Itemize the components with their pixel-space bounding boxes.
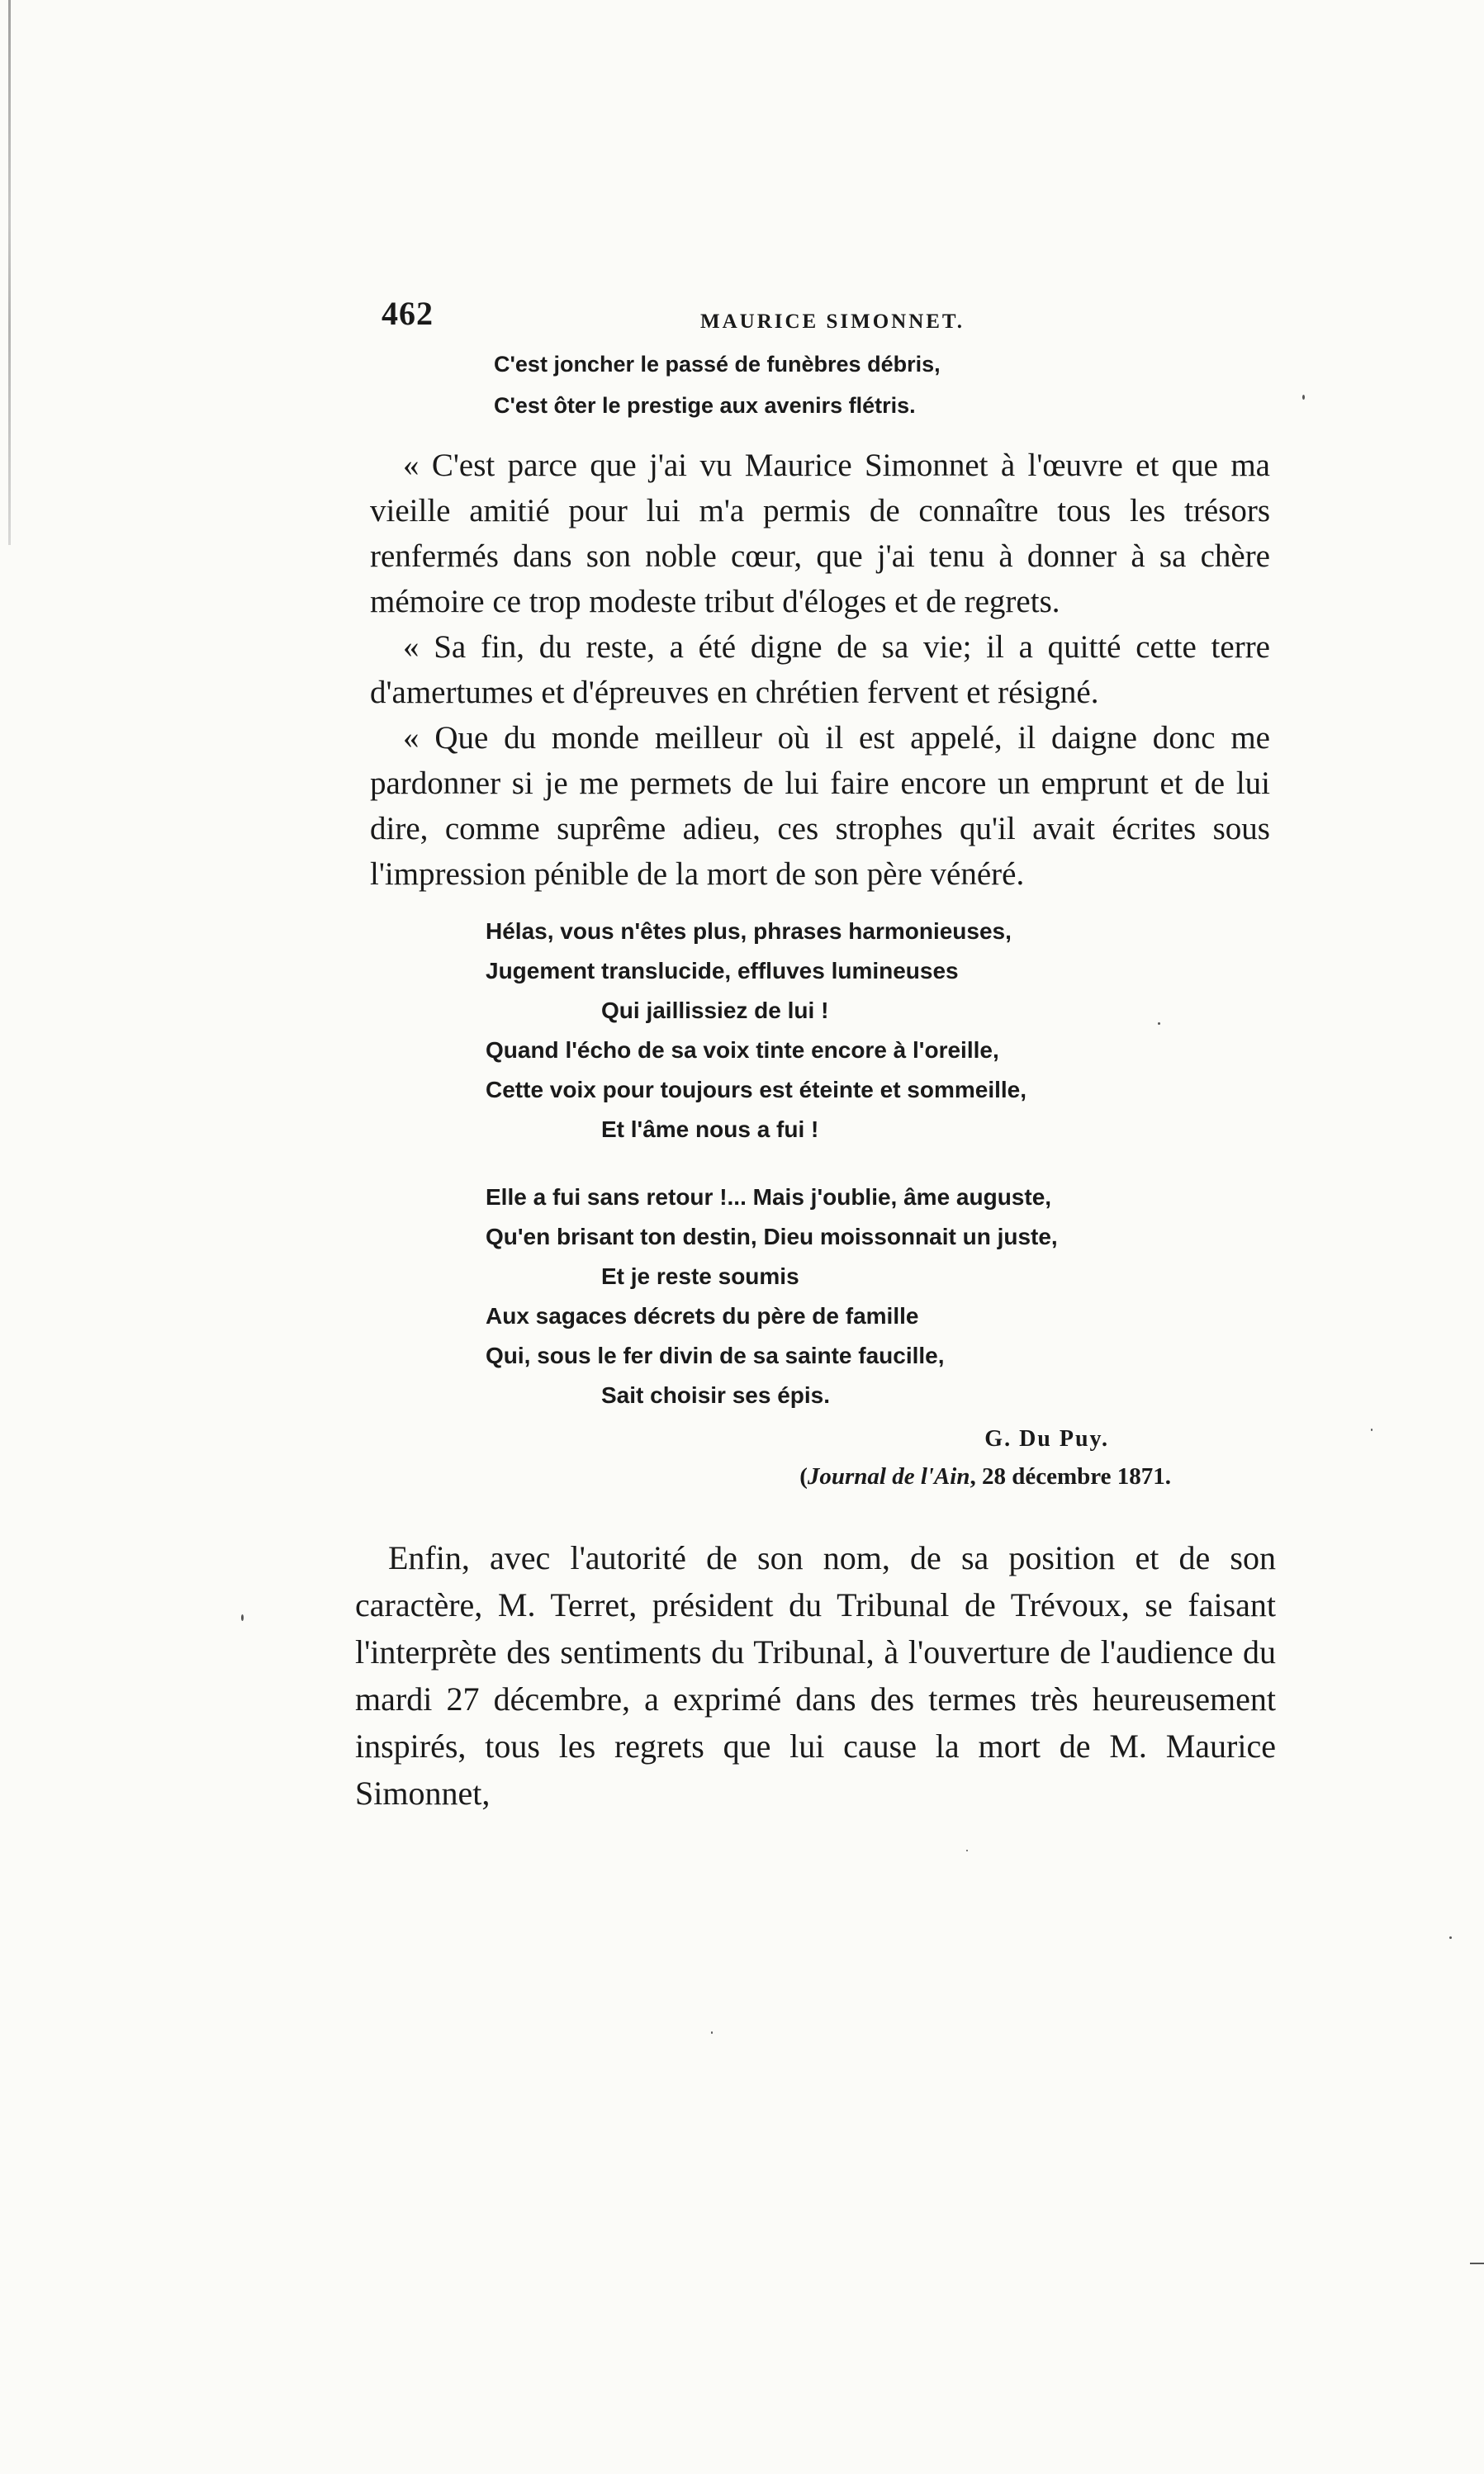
poem-line: Hélas, vous n'êtes plus, phrases harmonieuses,	[486, 918, 1012, 944]
source-citation: (Journal de l'Ain, 28 décembre 1871.	[799, 1463, 1171, 1490]
book-page	[355, 289, 1276, 1817]
poem-line: Et l'âme nous a fui !	[601, 1116, 819, 1142]
paragraph: « C'est parce que j'ai vu Maurice Simonnet à l'œuvre et que ma vieille amitié pour lui m'a permis de connaître tous les trésors renfermés dans son noble cœur, que j'ai tenu à donner à sa chère mémoire ce trop modeste tribut d'éloges et de regrets.	[370, 448, 1270, 619]
page-header	[370, 289, 1270, 344]
page-number: 462	[382, 295, 434, 332]
poem-line: Qu'en brisant ton destin, Dieu moissonnait un juste,	[486, 1224, 1058, 1249]
verse-quote-top	[494, 344, 1270, 426]
poem-line: Qui, sous le fer divin de sa sainte faucille,	[486, 1343, 945, 1368]
prose-body	[370, 443, 1270, 897]
journal-title: Journal de l'Ain	[807, 1463, 970, 1490]
stanza-break	[486, 1149, 1270, 1178]
poem-line: Cette voix pour toujours est éteinte et sommeille,	[486, 1077, 1027, 1102]
signature: G. Du Puy.	[984, 1426, 1109, 1452]
poem-line: Et je reste soumis	[601, 1263, 799, 1289]
binding-edge	[8, 0, 11, 545]
poem-line: Jugement translucide, effluves lumineuses	[486, 958, 959, 983]
running-head: MAURICE SIMONNET.	[700, 310, 965, 333]
poem-line: Aux sagaces décrets du père de famille	[486, 1303, 919, 1329]
poem-line: Elle a fui sans retour !... Mais j'oublie, âme auguste,	[486, 1184, 1052, 1210]
citation-date: , 28 décembre 1871.	[970, 1463, 1171, 1490]
poem-line: Sait choisir ses épis.	[601, 1382, 831, 1408]
verse-line: C'est ôter le prestige aux avenirs flétris.	[494, 393, 916, 418]
final-section	[355, 1534, 1276, 1817]
paragraph: « Que du monde meilleur où il est appelé, il daigne donc me pardonner si je me permets de lui faire encore un emprunt et de lui dire, comme suprême adieu, ces strophes qu'il avait écrites sous l'impression pénible de la mort de son père vénéré.	[370, 720, 1270, 892]
poem-line: Quand l'écho de sa voix tinte encore à l'oreille,	[486, 1037, 999, 1063]
verse-line: C'est joncher le passé de funèbres débris,	[494, 352, 941, 377]
paragraph: « Sa fin, du reste, a été digne de sa vie; il a quitté cette terre d'amertumes et d'épreuves en chrétien fervent et résigné.	[370, 629, 1270, 710]
paragraph: Enfin, avec l'autorité de son nom, de sa position et de son caractère, M. Terret, président du Tribunal de Trévoux, se faisant l'interprète des sentiments du Tribunal, à l'ouverture de l'audience du mardi 27 décembre, a exprimé dans des termes très heureusement inspirés, tous les regrets que lui cause la mort de M. Maurice Simonnet,	[355, 1539, 1276, 1812]
poem	[486, 912, 1270, 1415]
poem-line: Qui jaillissiez de lui !	[601, 998, 829, 1023]
